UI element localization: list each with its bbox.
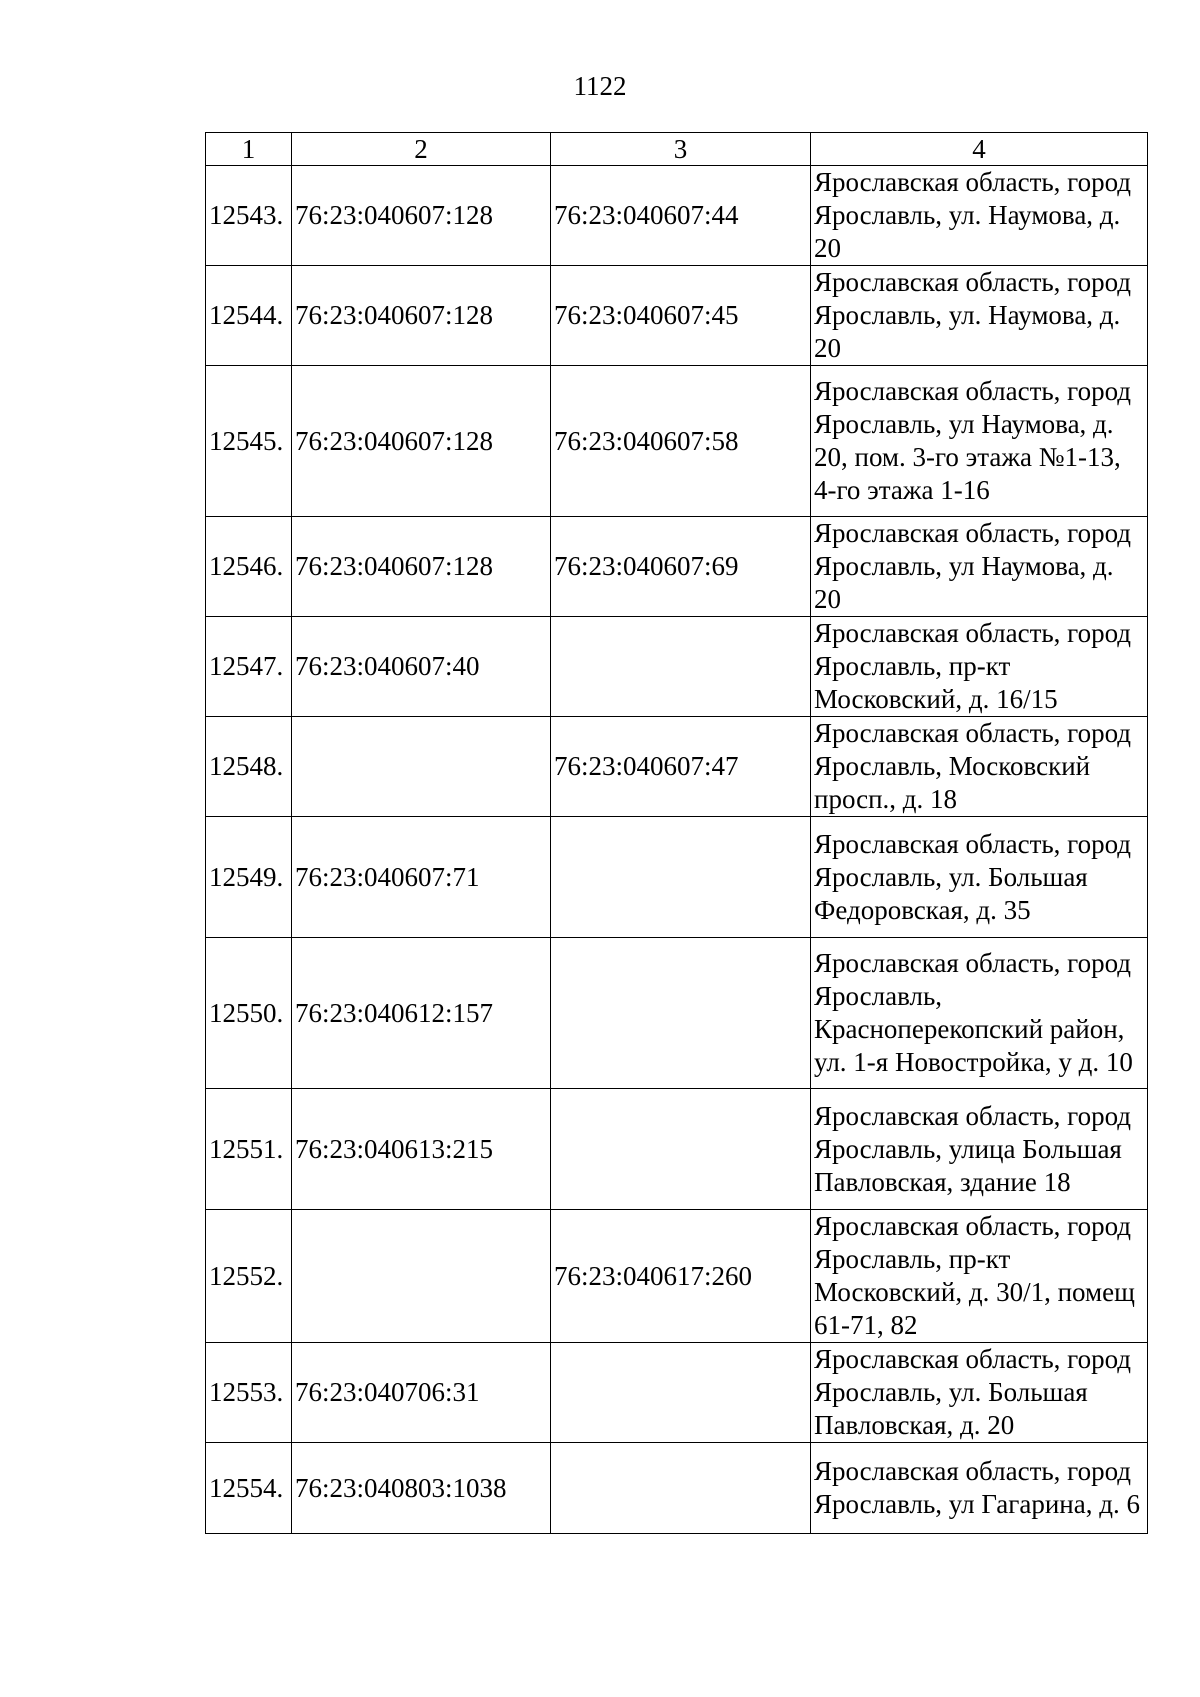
row-number: 12554.: [206, 1443, 292, 1534]
table-row: [206, 938, 1148, 1089]
table-row: [206, 1443, 1148, 1534]
cadastral-number: [292, 1210, 551, 1343]
table-header-row: [206, 133, 1148, 166]
table-row: [206, 1343, 1148, 1443]
address: Ярославская область, город Ярославль, ул. Наумова, д. 20: [811, 266, 1148, 366]
address: Ярославская область, город Ярославль, улица Большая Павловская, здание 18: [811, 1089, 1148, 1210]
row-number: 12544.: [206, 266, 292, 366]
cadastral-number: 76:23:040607:71: [292, 817, 551, 938]
row-number: 12552.: [206, 1210, 292, 1343]
related-cadastral-number: 76:23:040607:45: [551, 266, 811, 366]
cadastral-number: 76:23:040607:128: [292, 266, 551, 366]
table-row: [206, 617, 1148, 717]
cadastral-number: [292, 717, 551, 817]
related-cadastral-number: 76:23:040607:44: [551, 166, 811, 266]
cadastral-number: 76:23:040607:128: [292, 166, 551, 266]
header-cell: 1: [206, 133, 292, 166]
related-cadastral-number: [551, 1443, 811, 1534]
table-row: [206, 517, 1148, 617]
cadastral-number: 76:23:040803:1038: [292, 1443, 551, 1534]
address: Ярославская область, город Ярославль, пр-кт Московский, д. 16/15: [811, 617, 1148, 717]
address: Ярославская область, город Ярославль, ул. Большая Федоровская, д. 35: [811, 817, 1148, 938]
related-cadastral-number: 76:23:040607:58: [551, 366, 811, 517]
cadastral-number: 76:23:040706:31: [292, 1343, 551, 1443]
related-cadastral-number: 76:23:040607:69: [551, 517, 811, 617]
row-number: 12550.: [206, 938, 292, 1089]
cadastral-number: 76:23:040607:40: [292, 617, 551, 717]
row-number: 12548.: [206, 717, 292, 817]
address: Ярославская область, город Ярославль, ул. Большая Павловская, д. 20: [811, 1343, 1148, 1443]
header-cell: 3: [551, 133, 811, 166]
table-row: [206, 1089, 1148, 1210]
table-row: [206, 166, 1148, 266]
related-cadastral-number: [551, 938, 811, 1089]
header-cell: 4: [811, 133, 1148, 166]
table-row: [206, 717, 1148, 817]
cadastral-number: 76:23:040612:157: [292, 938, 551, 1089]
header-cell: 2: [292, 133, 551, 166]
row-number: 12553.: [206, 1343, 292, 1443]
table-row: [206, 366, 1148, 517]
cadastral-number: 76:23:040613:215: [292, 1089, 551, 1210]
row-number: 12551.: [206, 1089, 292, 1210]
table-row: [206, 266, 1148, 366]
related-cadastral-number: [551, 617, 811, 717]
row-number: 12549.: [206, 817, 292, 938]
address: Ярославская область, город Ярославль, ул Гагарина, д. 6: [811, 1443, 1148, 1534]
related-cadastral-number: [551, 1343, 811, 1443]
address: Ярославская область, город Ярославль, Московский просп., д. 18: [811, 717, 1148, 817]
registry-table: [205, 132, 1148, 1534]
row-number: 12543.: [206, 166, 292, 266]
row-number: 12545.: [206, 366, 292, 517]
address: Ярославская область, город Ярославль, ул. Наумова, д. 20: [811, 166, 1148, 266]
address: Ярославская область, город Ярославль, пр-кт Московский, д. 30/1, помещ 61-71, 82: [811, 1210, 1148, 1343]
related-cadastral-number: [551, 1089, 811, 1210]
related-cadastral-number: 76:23:040607:47: [551, 717, 811, 817]
address: Ярославская область, город Ярославль, Красноперекопский район, ул. 1-я Новостройка, у д. 10: [811, 938, 1148, 1089]
related-cadastral-number: [551, 817, 811, 938]
row-number: 12546.: [206, 517, 292, 617]
cadastral-number: 76:23:040607:128: [292, 366, 551, 517]
page-number: 1122: [573, 71, 627, 101]
table-row: [206, 817, 1148, 938]
row-number: 12547.: [206, 617, 292, 717]
table-row: [206, 1210, 1148, 1343]
cadastral-number: 76:23:040607:128: [292, 517, 551, 617]
address: Ярославская область, город Ярославль, ул Наумова, д. 20, пом. 3-го этажа №1-13, 4-го этажа 1-16: [811, 366, 1148, 517]
address: Ярославская область, город Ярославль, ул Наумова, д. 20: [811, 517, 1148, 617]
related-cadastral-number: 76:23:040617:260: [551, 1210, 811, 1343]
